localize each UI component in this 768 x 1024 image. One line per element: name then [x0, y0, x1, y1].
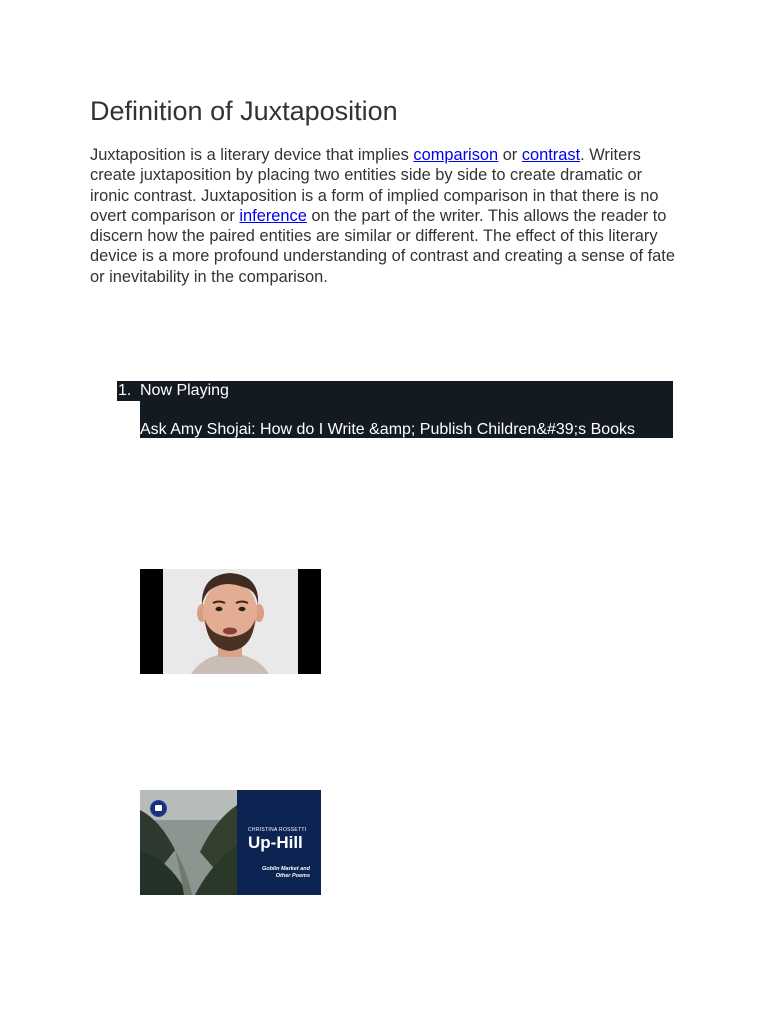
intro-text-3: . Writers create juxtaposition by placing two entities side by side to create dramatic or ironic contrast. Juxtaposition is a form of implied comparison in that there is no overt comparison or	[90, 146, 659, 225]
book-glyph-icon	[155, 805, 162, 811]
book-title: Up-Hill	[248, 833, 303, 852]
forest-valley-icon	[140, 790, 237, 895]
inference-link[interactable]: inference	[239, 206, 307, 225]
book-subtitle: Goblin Market and Other Poems	[262, 866, 310, 879]
intro-paragraph	[90, 145, 680, 287]
contrast-link[interactable]: contrast	[521, 146, 581, 164]
intro-text-1: Juxtaposition is a literary device that implies	[90, 146, 414, 164]
intro-text-2: or	[498, 146, 522, 164]
man-portrait-thumbnail[interactable]	[140, 569, 321, 674]
comparison-link[interactable]: comparison	[413, 146, 499, 164]
page-title: Definition of Juxtaposition	[90, 96, 398, 126]
man-portrait-icon	[163, 569, 298, 674]
book-cover-thumbnail[interactable]	[140, 790, 321, 895]
book-author: CHRISTINA ROSSETTI	[248, 827, 307, 833]
current-video-title[interactable]: Ask Amy Shojai: How do I Write &amp; Publish Children&#39;s Books	[140, 421, 636, 438]
now-playing-bar[interactable]	[140, 381, 673, 438]
intro-text-4: on the part of the writer. This allows the reader to discern how the paired entities are similar or different. The effect of this literary device is a more profound understanding of contrast and creating a sense of fate or inevitability in the comparison.	[90, 206, 675, 286]
playlist-item-number: 1.	[117, 381, 141, 401]
book-badge-icon	[150, 800, 167, 817]
book-cover-text	[248, 790, 318, 895]
now-playing-label: Now Playing	[140, 382, 229, 399]
